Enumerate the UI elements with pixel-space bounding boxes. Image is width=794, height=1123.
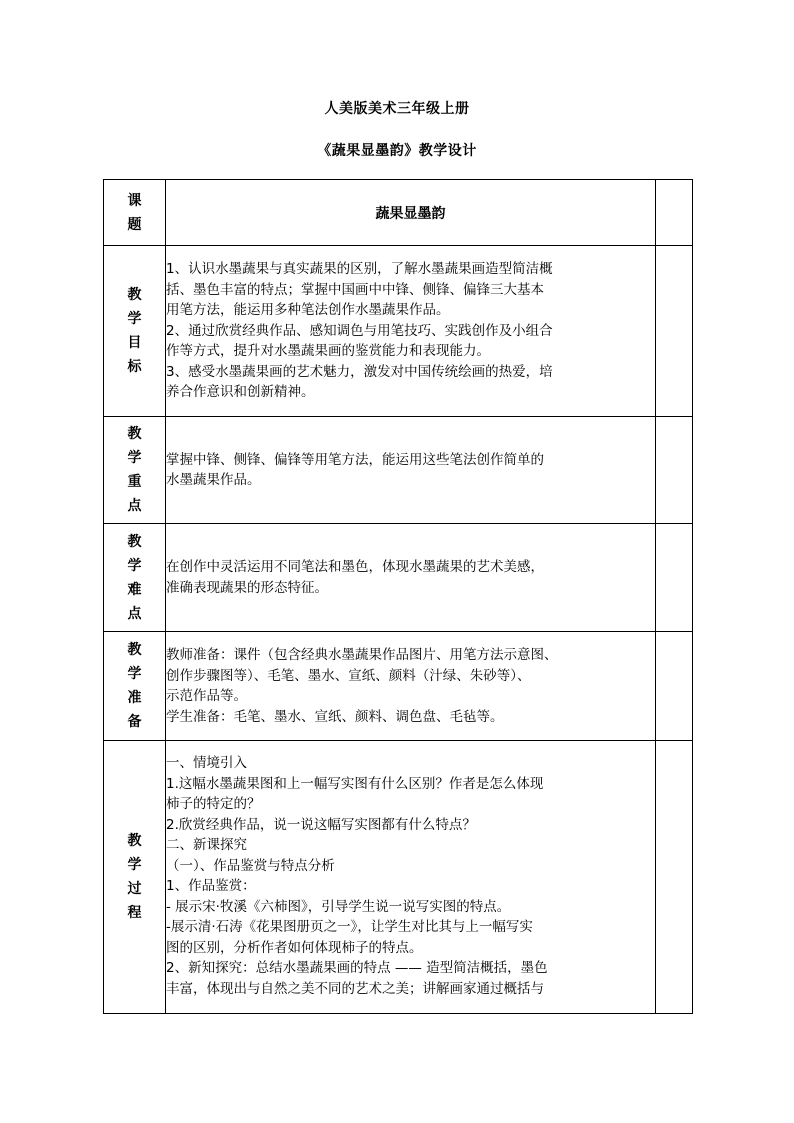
blank-cell <box>656 417 693 524</box>
blank-cell <box>656 180 693 246</box>
label-topic: 课 题 <box>104 180 166 246</box>
label-difficulties: 教 学 难 点 <box>104 524 166 632</box>
preparation-content: 教师准备：课件（包含经典水墨蔬果作品图片、用笔方法示意图、 创作步骤图等）、毛笔、墨水、宣纸、颜料（汁绿、朱砂等）、 示范作品等。 学生准备：毛笔、墨水、宣纸、颜料、调色盘、毛毡等。 <box>166 632 656 741</box>
row-goals <box>104 246 693 417</box>
difficulties-content: 在创作中灵活运用不同笔法和墨色，体现水墨蔬果的艺术美感， 准确表现蔬果的形态特征。 <box>166 524 656 632</box>
blank-cell <box>656 524 693 632</box>
row-topic <box>104 180 693 246</box>
row-key-points <box>104 417 693 524</box>
label-key-points: 教 学 重 点 <box>104 417 166 524</box>
goals-content: 1、认识水墨蔬果与真实蔬果的区别，了解水墨蔬果画造型简洁概 括、墨色丰富的特点；掌握中国画中中锋、侧锋、偏锋三大基本 用笔方法，能运用多种笔法创作水墨蔬果作品。 2、通过欣赏经典作品、感知调色与用笔技巧、实践创作及小组合 作等方式，提升对水墨蔬果画的鉴赏能力和表现能力。 3、感受水墨蔬果画的艺术魅力，激发对中国传统绘画的热爱，培 养合作意识和创新精神。 <box>166 246 656 417</box>
blank-cell <box>656 246 693 417</box>
blank-cell <box>656 632 693 741</box>
key-points-content: 掌握中锋、侧锋、偏锋等用笔方法，能运用这些笔法创作简单的 水墨蔬果作品。 <box>166 417 656 524</box>
blank-cell <box>656 741 693 1014</box>
topic-value: 蔬果显墨韵 <box>166 180 656 246</box>
row-preparation <box>104 632 693 741</box>
label-goals: 教 学 目 标 <box>104 246 166 417</box>
row-difficulties <box>104 524 693 632</box>
lesson-plan-table <box>103 179 693 1014</box>
document-subtitle: 人美版美术三年级上册 <box>324 101 470 117</box>
document-title: 《蔬果显墨韵》教学设计 <box>317 143 477 159</box>
label-process: 教 学 过 程 <box>104 741 166 1014</box>
row-process <box>104 741 693 1014</box>
process-content: 一、情境引入 1.这幅水墨蔬果图和上一幅写实图有什么区别？作者是怎么体现 柿子的特定的？ 2.欣赏经典作品，说一说这幅写实图都有什么特点？ 二、新课探究 （一）、作品鉴赏与特点分析 1、作品鉴赏： - 展示宋·牧溪《六柿图》，引导学生说一说写实图的特点。 -展示清·石涛《花果图册页之一》，让学生对比其与上一幅写实 图的区别，分析作者如何体现柿子的特点。 2、新知探究：总结水墨蔬果画的特点 —— 造型简洁概括，墨色 丰富，体现出与自然之美不同的艺术之美；讲解画家通过概括与 <box>166 741 656 1014</box>
label-preparation: 教 学 准 备 <box>104 632 166 741</box>
